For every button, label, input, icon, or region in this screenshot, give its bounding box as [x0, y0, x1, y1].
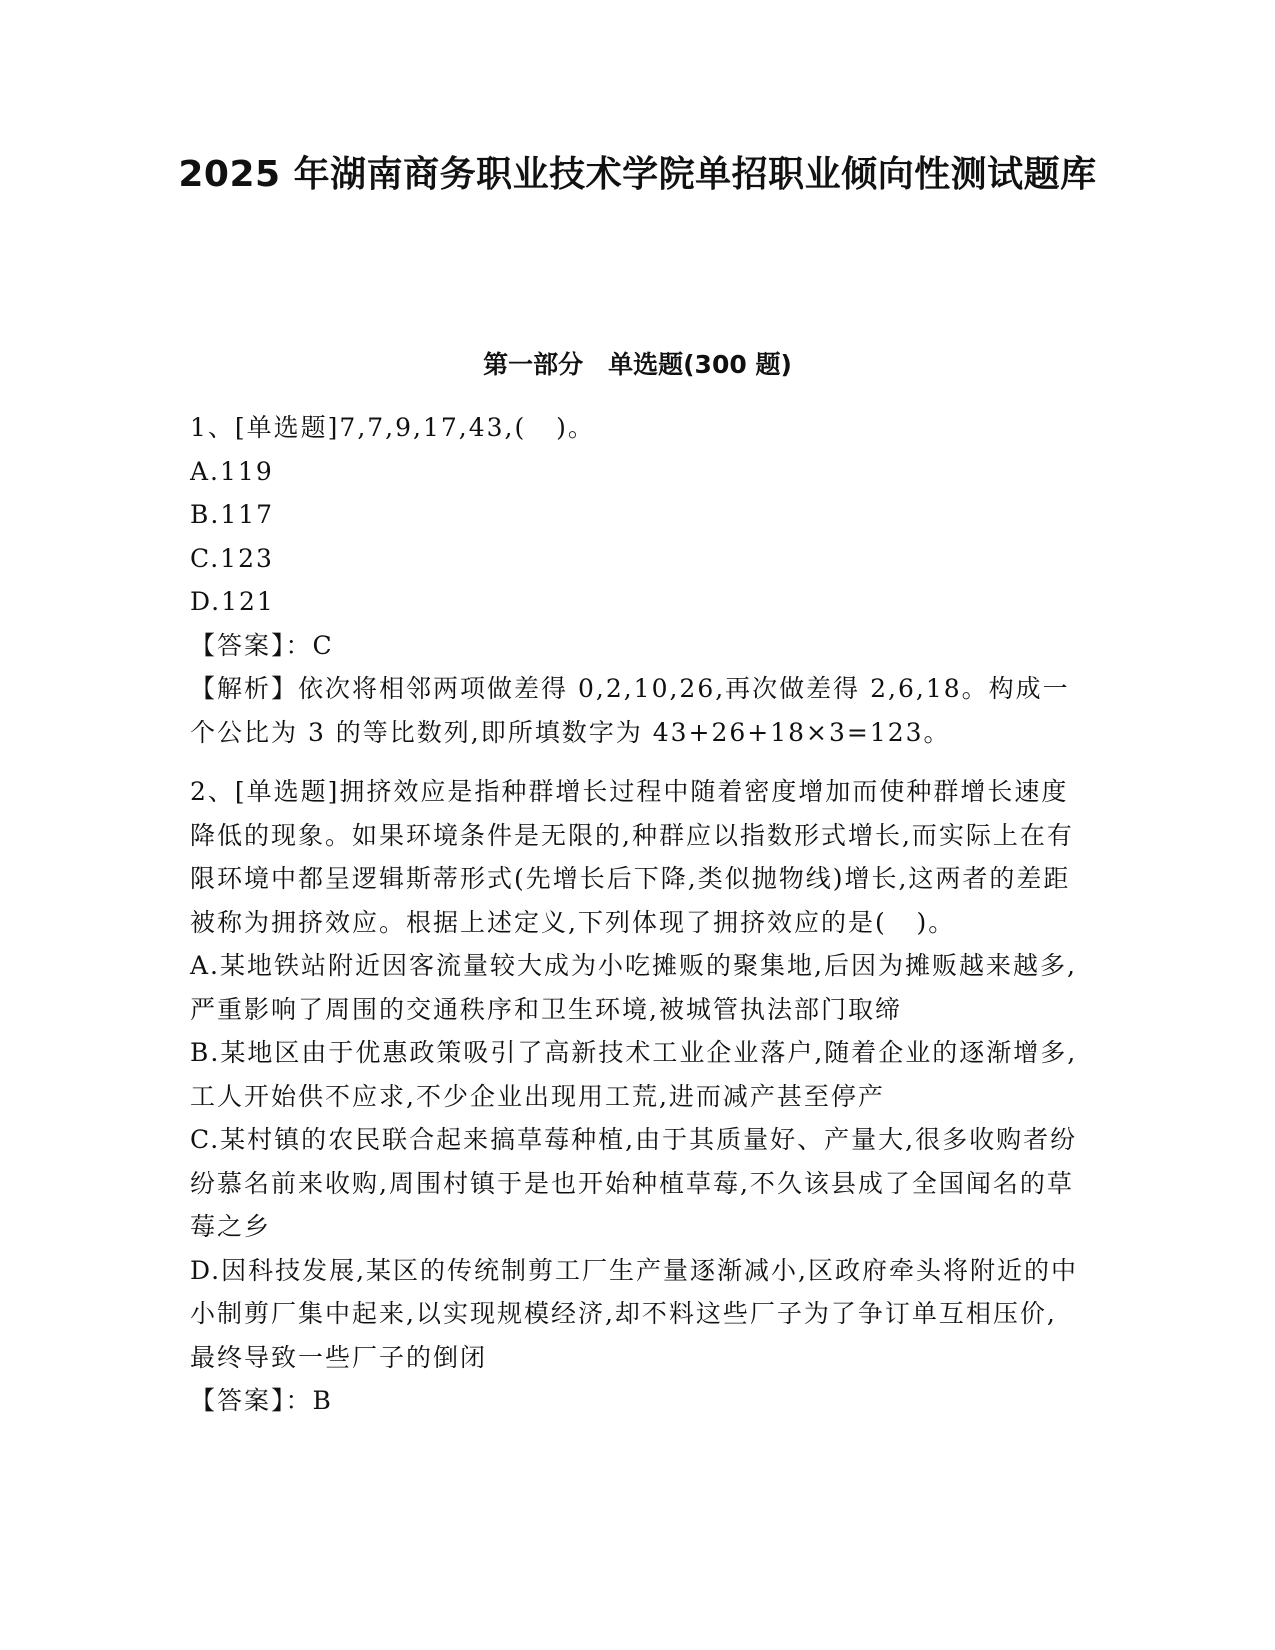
- option-c: C.123: [190, 543, 274, 573]
- question-item: [190, 770, 1080, 1423]
- question-stem: 2、[单选题]拥挤效应是指种群增长过程中随着密度增加而使种群增长速度降低的现象。如果环境条件是无限的,种群应以指数形式增长,而实际上在有限环境中都呈逻辑斯蒂形式(先增长后下降,类似抛物线)增长,这两者的差距被称为拥挤效应。根据上述定义,下列体现了拥挤效应的是( )。: [190, 777, 1074, 937]
- option-b: B.117: [190, 500, 275, 529]
- answer-tag: 【答案】：: [190, 1386, 313, 1415]
- option-b: B.某地区由于优惠政策吸引了高新技术工业企业落户,随着企业的逐渐增多,工人开始供不应求,不少企业出现用工荒,进而减产甚至停产: [190, 1038, 1078, 1111]
- document-title: 2025 年湖南商务职业技术学院单招职业倾向性测试题库: [178, 154, 1097, 195]
- option-a: A.某地铁站附近因客流量较大成为小吃摊贩的聚集地,后因为摊贩越来越多,严重影响了周围的交通秩序和卫生环境,被城管执法部门取缔: [190, 951, 1077, 1024]
- analysis-text: 依次将相邻两项做差得 0,2,10,26,再次做差得 2,6,18。构成一个公比为 3 的等比数列,即所填数字为 43+26+18×3=123。: [190, 674, 1070, 747]
- answer-line: [190, 1379, 1080, 1423]
- option-d: D.121: [190, 587, 275, 616]
- option-d: D.因科技发展,某区的传统制剪工厂生产量逐渐减小,区政府牵头将附近的中小制剪厂集中起来,以实现规模经济,却不料这些厂子为了争订单互相压价,最终导致一些厂子的倒闭: [190, 1255, 1078, 1372]
- answer-line: [190, 624, 1080, 668]
- question-list: [190, 406, 1080, 1423]
- question-stem: 1、[单选题]7,7,9,17,43,( )。: [190, 413, 595, 442]
- option-c: C.某村镇的农民联合起来搞草莓种植,由于其质量好、产量大,很多收购者纷纷慕名前来收购,周围村镇于是也开始种植草莓,不久该县成了全国闻名的草莓之乡: [190, 1125, 1078, 1241]
- answer-value: C: [312, 630, 334, 660]
- question-item: [190, 406, 1080, 754]
- analysis-line: [190, 667, 1080, 754]
- question-spacer: [190, 754, 1080, 770]
- option-a: A.119: [190, 456, 274, 486]
- answer-value: B: [312, 1386, 333, 1415]
- answer-tag: 【答案】：: [190, 630, 313, 660]
- analysis-tag: 【解析】: [190, 674, 299, 703]
- section-title: 第一部分 单选题(300 题): [483, 350, 792, 379]
